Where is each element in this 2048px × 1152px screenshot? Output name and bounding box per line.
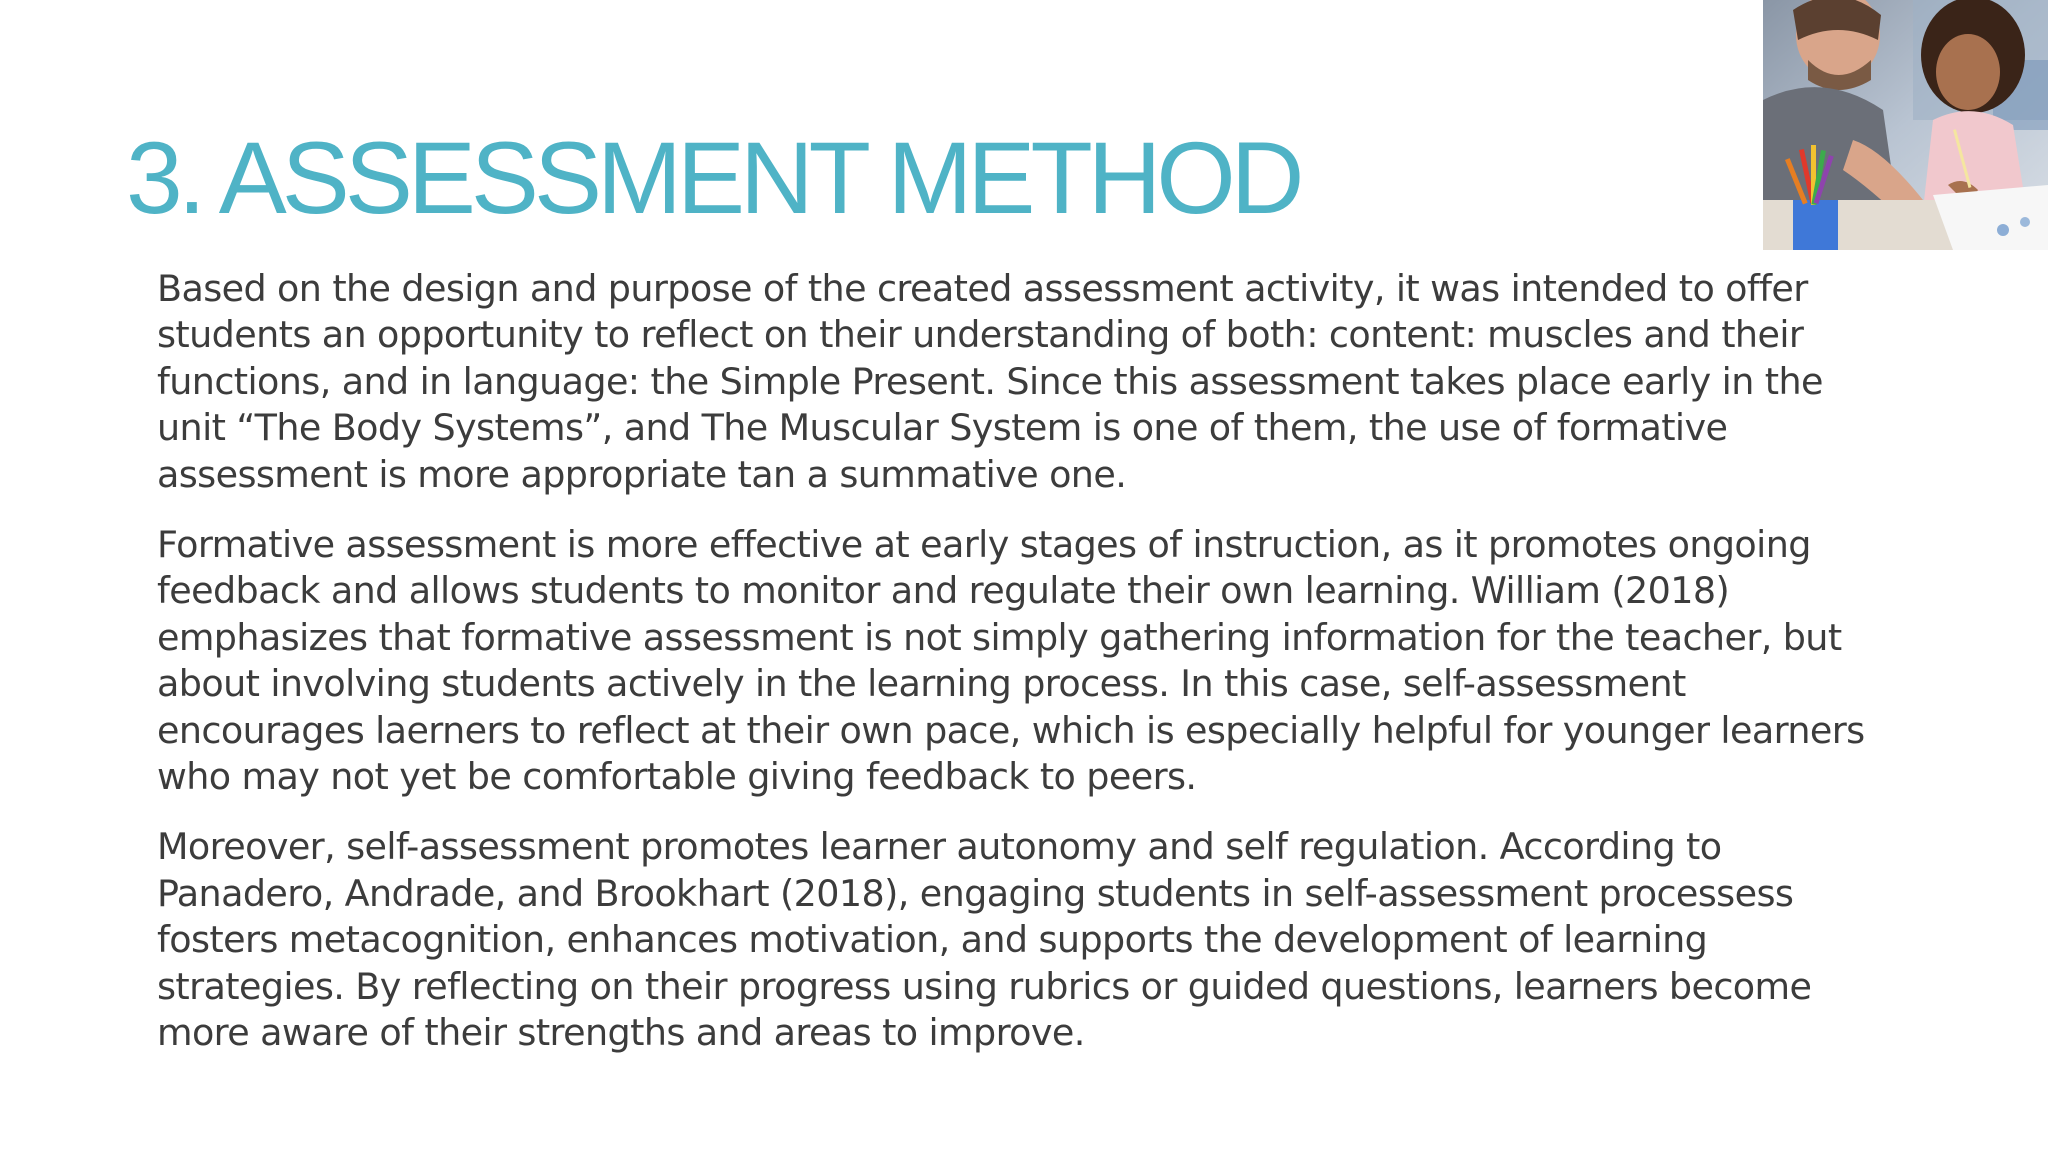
paragraph-formative-assessment: Formative assessment is more effective at early stages of instruction, as it promotes ongoing feedback and allows students to monitor and regulate their own learning. William (2018) emphasizes that formative assessment is not simply gathering information for the teacher, but about involving students actively in the learning process. In this case, self-assessment encourages laerners to reflect at their own pace, which is especially helpful for younger learners who may not yet be comfortable giving feedback to peers. <box>157 523 1865 799</box>
slide-body <box>157 266 1897 1081</box>
paragraph-self-assessment: Moreover, self-assessment promotes learner autonomy and self regulation. According to Panadero, Andrade, and Brookhart (2018), engaging students in self-assessment processess fosters metacognition, enhances motivation, and supports the development of learning strategies. By reflecting on their progress using rubrics or guided questions, learners become more aware of their strengths and areas to improve. <box>157 825 1812 1055</box>
teacher-and-student-photo <box>1763 0 2048 250</box>
slide-title: 3. ASSESSMENT METHOD <box>126 121 1300 235</box>
paragraph-design-purpose: Based on the design and purpose of the created assessment activity, it was intended to offer students an opportunity to reflect on their understanding of both: content: muscles and their functions, and in language: the Simple Present. Since this assessment takes place early in the unit “The Body Systems”, and The Muscular System is one of them, the use of formative assessment is more appropriate tan a summative one. <box>157 267 1823 496</box>
